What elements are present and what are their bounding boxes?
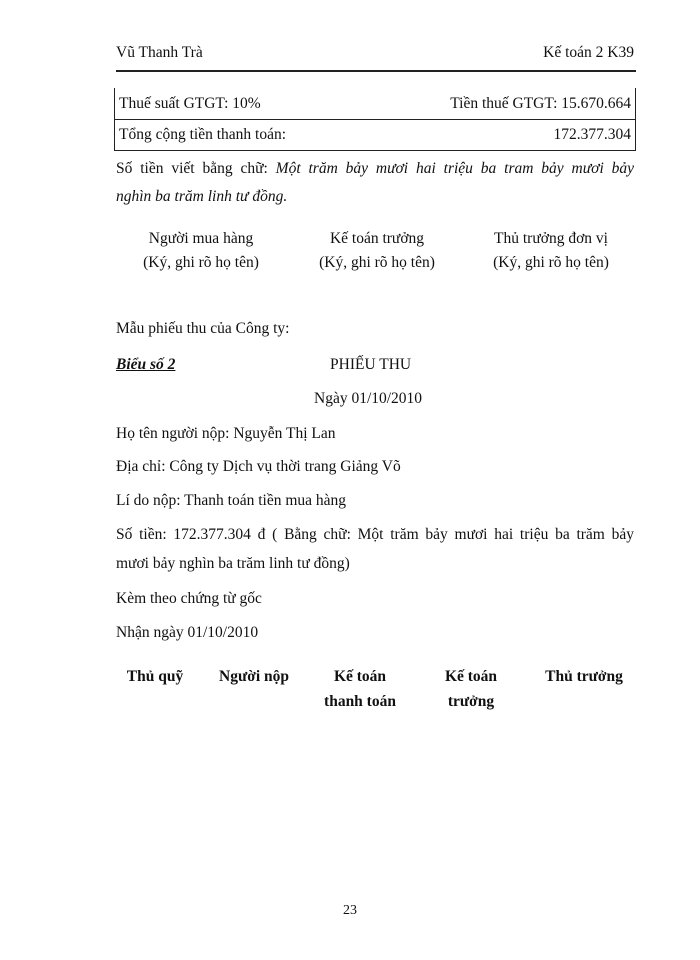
signature-chief-accountant-receipt <box>428 664 514 714</box>
signature-role: Kế toán trưởng <box>329 230 425 247</box>
receipt-title: PHIẾU THU <box>330 356 412 373</box>
signature-payer <box>206 664 302 689</box>
signature-unit-head <box>466 230 636 272</box>
signature-line1: Người nộp <box>219 668 289 685</box>
signature-line1: Thủ trưởng <box>545 668 623 685</box>
table-divider <box>115 119 635 120</box>
header-author: Vũ Thanh Trà <box>116 44 203 61</box>
signature-payment-accountant <box>310 664 410 714</box>
page-number: 23 <box>343 903 357 918</box>
signature-line1: Kế toán <box>444 668 498 685</box>
payment-reason: Lí do nộp: Thanh toán tiền mua hàng <box>116 492 347 509</box>
amount-in-words-label: Số tiền viết bằng chữ: <box>116 160 268 177</box>
attached-documents: Kèm theo chứng từ gốc <box>116 590 262 607</box>
amount-line1: Số tiền: 172.377.304 đ ( Bằng chữ: Một trăm bảy mươi hai triệu ba trăm bảy <box>116 526 634 543</box>
vat-amount: Tiền thuế GTGT: 15.670.664 <box>450 95 631 112</box>
receipt-date: Ngày 01/10/2010 <box>314 390 423 407</box>
signature-note: (Ký, ghi rõ họ tên) <box>493 254 609 271</box>
signature-role: Thủ trưởng đơn vị <box>494 230 608 247</box>
signature-chief-accountant <box>292 230 462 272</box>
signature-note: (Ký, ghi rõ họ tên) <box>143 254 259 271</box>
payer-address: Địa chỉ: Công ty Dịch vụ thời trang Giảng Võ <box>116 458 401 475</box>
form-label: Biểu số 2 <box>116 356 176 373</box>
vat-rate: Thuế suất GTGT: 10% <box>119 95 261 112</box>
signature-cashier <box>116 664 194 689</box>
signature-line2: trưởng <box>447 693 495 710</box>
signature-director <box>530 664 638 689</box>
receipt-intro: Mẫu phiếu thu của Công ty: <box>116 320 290 337</box>
signature-line1: Kế toán <box>333 668 387 685</box>
invoice-summary-table <box>114 88 636 151</box>
signature-role: Người mua hàng <box>148 230 254 247</box>
amount-in-words-line1 <box>116 160 634 178</box>
received-date: Nhận ngày 01/10/2010 <box>116 624 259 641</box>
amount-in-words-text: Một trăm bảy mươi hai triệu ba tram bảy mươi bảy <box>275 160 634 177</box>
payer-name: Họ tên người nộp: Nguyễn Thị Lan <box>116 425 336 442</box>
amount-in-words-line2: nghìn ba trăm linh tư đồng. <box>116 188 288 205</box>
total-label: Tổng cộng tiền thanh toán: <box>119 126 287 143</box>
signature-line2: thanh toán <box>324 693 396 710</box>
signature-line1: Thủ quỹ <box>126 668 184 685</box>
total-value: 172.377.304 <box>553 126 631 143</box>
header-class: Kế toán 2 K39 <box>543 44 634 61</box>
header-rule <box>116 70 636 72</box>
signature-buyer <box>116 230 286 272</box>
signature-note: (Ký, ghi rõ họ tên) <box>319 254 435 271</box>
amount-line2: mươi bảy nghìn ba trăm linh tư đồng) <box>116 555 350 572</box>
